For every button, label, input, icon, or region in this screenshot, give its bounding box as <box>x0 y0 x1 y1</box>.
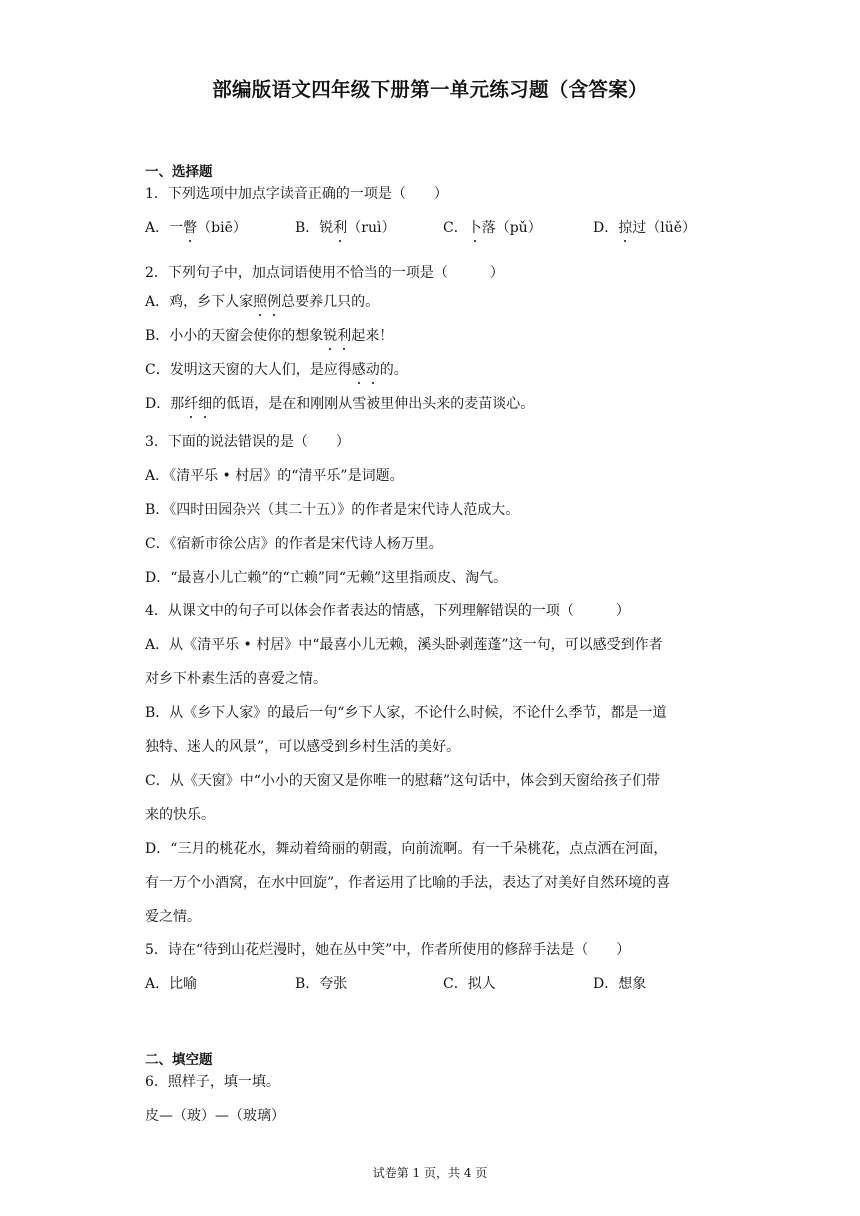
question-4-option-d-line-1: D．“三月的桃花水，舞动着绮丽的朝霞，向前流啊。有一千朵桃花，点点洒在河面， <box>145 841 668 857</box>
question-4-option-d-line-2: 有一万个小酒窝，在水中回旋”，作者运用了比喻的手法，表达了对美好自然环境的喜 <box>145 875 671 891</box>
question-4-stem: 4．从课文中的句子可以体会作者表达的情感，下列理解错误的一项（ ） <box>145 603 630 619</box>
question-5-stem: 5．诗在“待到山花烂漫时，她在丛中笑”中，作者所使用的修辞手法是（ ） <box>145 942 631 958</box>
question-1-option-d: D．掠过（lüě） <box>593 220 697 236</box>
question-3-option-b: B．《四时田园杂兴（其二十五）》的作者是宋代诗人范成大。 <box>145 502 520 518</box>
question-3-option-d: D．“最喜小儿亡赖”的“亡赖”同“无赖”这里指顽皮、淘气。 <box>145 570 508 586</box>
question-5-option-d: D．想象 <box>593 976 647 992</box>
question-4-option-b-line-2: 独特、迷人的风景”，可以感受到乡村生活的美好。 <box>145 739 461 755</box>
question-4-option-c-line-2: 来的快乐。 <box>145 807 215 823</box>
section-heading-fill: 二、填空题 <box>145 1052 213 1068</box>
question-5-option-b: B．夸张 <box>295 976 348 992</box>
question-4-option-a-line-2: 对乡下朴素生活的喜爱之情。 <box>145 671 327 687</box>
question-4-option-d-line-3: 爱之情。 <box>145 909 201 925</box>
question-4-option-b-line-1: B．从《乡下人家》的最后一句“乡下人家，不论什么时候，不论什么季节，都是一道 <box>145 705 667 721</box>
section-heading-choice: 一、选择题 <box>145 164 213 180</box>
question-1-option-c: C．卜落（pǔ） <box>443 220 542 236</box>
document-title: 部编版语文四年级下册第一单元练习题（含答案） <box>212 78 648 101</box>
question-1-stem: 1．下列选项中加点字读音正确的一项是（ ） <box>145 186 448 202</box>
question-5-option-c: C．拟人 <box>443 976 496 992</box>
question-2-option-d: D．那纤细的低语，是在和刚刚从雪被里伸出头来的麦苗谈心。 <box>145 396 535 412</box>
question-6-stem: 6．照样子，填一填。 <box>145 1074 280 1090</box>
question-1-option-b: B．锐利（ruì） <box>295 220 396 236</box>
question-2-option-c: C．发明这天窗的大人们，是应得感动的。 <box>145 362 408 378</box>
page-footer: 试卷第 1 页，共 4 页 <box>372 1166 488 1180</box>
question-2-option-a: A．鸡，乡下人家照例总要养几只的。 <box>145 294 380 310</box>
question-2-stem: 2．下列句子中，加点词语使用不恰当的一项是（ ） <box>145 265 504 281</box>
question-6-example: 皮—（玻）—（玻璃） <box>145 1108 285 1124</box>
question-5-option-a: A．比喻 <box>145 976 198 992</box>
question-2-option-b: B．小小的天窗会使你的想象锐利起来！ <box>145 328 394 344</box>
question-3-option-a: A．《清平乐 • 村居》的“清平乐”是词题。 <box>145 468 404 484</box>
question-3-option-c: C．《宿新市徐公店》的作者是宋代诗人杨万里。 <box>145 536 443 552</box>
question-4-option-c-line-1: C．从《天窗》中“小小的天窗又是你唯一的慰藉”这句话中，体会到天窗给孩子们带 <box>145 773 661 789</box>
question-4-option-a-line-1: A．从《清平乐 • 村居》中“最喜小儿无赖，溪头卧剥莲蓬”这一句，可以感受到作者 <box>145 637 663 653</box>
question-3-stem: 3．下面的说法错误的是（ ） <box>145 434 350 450</box>
question-1-option-a: A．一瞥（biē） <box>145 220 247 236</box>
